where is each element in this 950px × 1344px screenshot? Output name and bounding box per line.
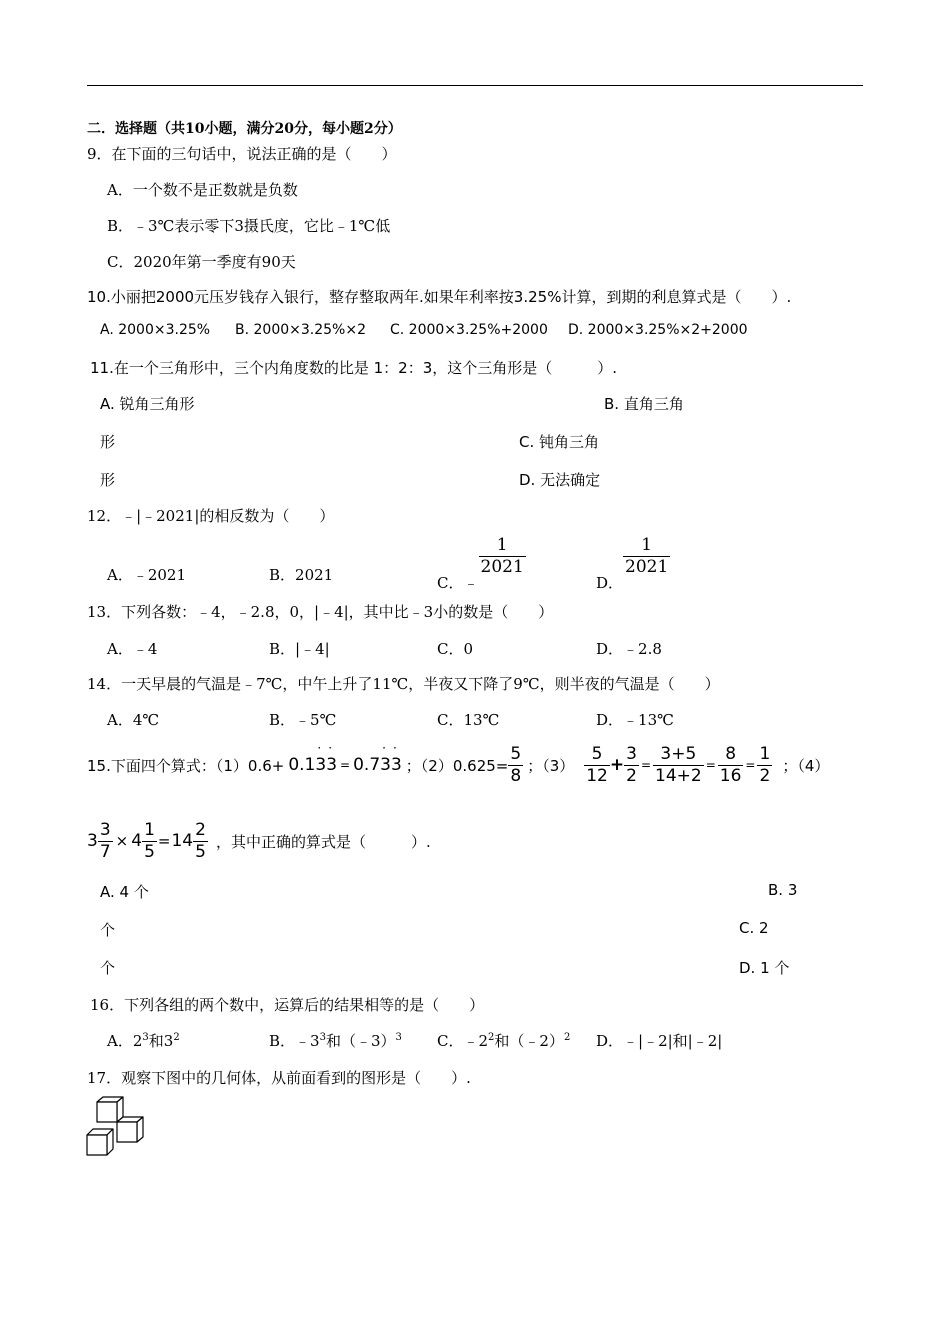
q10-option-c: C. 2000×3.25%+2000: [390, 322, 548, 338]
q11-option-a: A. 锐角三角形: [100, 395, 195, 413]
q16-a-exp2: 2: [173, 1032, 180, 1043]
question-16-stem: 16．下列各组的两个数中，运算后的结果相等的是（ ）: [90, 996, 485, 1014]
q15-e4-frac3: [193, 819, 208, 862]
q15-e4-d2: 5: [144, 841, 155, 862]
q15-sep4: ；（4）: [782, 756, 830, 775]
q12-c-sign: ﹣: [463, 573, 479, 592]
q15-e1-d: 0.7: [353, 755, 381, 775]
question-9-stem: 9．在下面的三句话中，说法正确的是（ ）: [87, 145, 397, 163]
question-15-line2: [87, 816, 431, 866]
q15-e3-d3: 14+2: [655, 765, 702, 786]
q13-option-b: B．|﹣4|: [269, 640, 330, 658]
q15-option-d: D. 1 个: [739, 959, 790, 977]
q9-option-c: C．2020年第一季度有90天: [107, 253, 296, 271]
q15-e3-eq3: =: [745, 758, 756, 772]
q15-e2-num: 5: [510, 743, 522, 764]
q15-e3-n1: 5: [584, 746, 610, 766]
q15-sep2: ；（2）0.625=: [405, 756, 509, 775]
q12-c-fraction: [479, 537, 526, 576]
q15-e1-e: · 3: [380, 755, 391, 775]
question-14-stem: 14．一天早晨的气温是﹣7℃，中午上升了11℃，半夜又下降了9℃，则半夜的气温是（ ）: [87, 675, 720, 693]
q14-option-b: B．﹣5℃: [269, 711, 337, 729]
q12-option-d: [596, 535, 670, 592]
question-12-stem: 12．﹣|﹣2021|的相反数为（ ）: [87, 507, 335, 525]
q15-e3-d5: 2: [759, 765, 771, 786]
q12-c-label: C．: [437, 573, 464, 592]
q16-b-mid: 和（﹣3）: [325, 1032, 396, 1050]
q15-e4-n2: 1: [144, 819, 155, 840]
q15-e4-eq: =: [157, 832, 171, 850]
q15-option-b-wrap: 个: [100, 921, 116, 939]
q12-d-fraction: [623, 537, 670, 576]
q15-e1-b: · 3: [315, 755, 326, 775]
q15-e1-f: · 3: [391, 755, 402, 775]
q13-option-d: D．﹣2.8: [596, 640, 662, 658]
q15-e4-times: ×: [115, 832, 129, 850]
q15-e3-n5: 1: [759, 743, 771, 764]
q15-e3-frac5: [757, 743, 772, 786]
q12-option-c: [437, 535, 526, 592]
q15-e2-den: 8: [510, 765, 522, 786]
q15-e3-d4: 16: [719, 765, 742, 786]
q13-option-a: A．﹣4: [107, 640, 158, 658]
q15-e3-d2: 2: [626, 765, 637, 786]
q11-option-b: B. 直角三角: [604, 395, 684, 413]
q15-e3-frac1: [584, 743, 610, 786]
q16-c-pre: C．﹣2: [437, 1032, 489, 1050]
q16-b-pre: B．﹣3: [269, 1032, 320, 1050]
q16-option-c: [437, 1030, 570, 1051]
q13-option-c: C．0: [437, 640, 474, 658]
q15-e3-eq1: =: [640, 758, 652, 772]
q15-expr1-right: [353, 755, 402, 775]
q15-e4-n1: 3: [99, 819, 111, 840]
q15-sep3: ；（3）: [527, 756, 575, 775]
q15-e3-plus: +: [609, 755, 625, 775]
q15-e2-fraction: [508, 743, 523, 786]
q15-tail: ，其中正确的算式是（ ）.: [215, 832, 431, 851]
q11-option-c-wrap: 形: [100, 471, 116, 489]
question-13-stem: 13．下列各数：﹣4，﹣2.8，0，|﹣4|，其中比﹣3小的数是（ ）: [87, 603, 554, 621]
q16-a-mid: 和3: [148, 1032, 174, 1050]
q16-b-exp2: 3: [395, 1032, 402, 1043]
q15-e3-eq2: =: [705, 758, 716, 772]
q15-e4-frac1: [98, 819, 113, 862]
q15-e4-d1: 7: [99, 841, 111, 862]
q15-e4-whole1: 3: [87, 831, 98, 851]
q15-e4-n3: 2: [195, 819, 206, 840]
q14-option-d: D．﹣13℃: [596, 711, 674, 729]
q15-e3-frac4: [718, 743, 744, 786]
q15-option-c: C. 2: [739, 919, 769, 937]
q15-e3-n4: 8: [718, 746, 744, 766]
question-11-stem: 11.在一个三角形中，三个内角度数的比是 1：2：3，这个三角形是（ ）.: [90, 359, 618, 377]
q10-option-a: A. 2000×3.25%: [100, 322, 211, 338]
q9-option-b: B．﹣3℃表示零下3摄氏度，它比﹣1℃低: [107, 217, 391, 235]
q15-e4-whole3: 14: [171, 831, 194, 851]
q16-a-pre: A．2: [107, 1032, 143, 1050]
q11-option-c: C. 钝角三角: [519, 433, 600, 451]
question-10-stem: 10.小丽把2000元压岁钱存入银行，整存整取两年.如果年利率按3.25%计算，到期的利息算式是（ ）.: [87, 288, 792, 306]
q16-a-exp1: 3: [142, 1032, 149, 1043]
q16-c-exp2: 2: [563, 1032, 571, 1043]
q16-b-exp1: 3: [319, 1032, 326, 1043]
q16-option-a: [107, 1030, 180, 1051]
q16-option-d: D．﹣|﹣2|和|﹣2|: [596, 1032, 723, 1050]
q12-option-b: B．2021: [269, 566, 334, 584]
q12-option-a: A．﹣2021: [107, 566, 187, 584]
q12-d-label: D．: [596, 573, 624, 592]
q15-e1-eq: =: [340, 758, 351, 772]
q15-option-b: B. 3: [768, 881, 798, 899]
q10-option-d: D. 2000×3.25%×2+2000: [568, 322, 748, 338]
q15-e1-a: 0.1: [288, 755, 316, 775]
q12-c-denominator: 2021: [480, 557, 524, 577]
q15-e4-whole2: 4: [131, 831, 143, 851]
q15-option-a: A. 4 个: [100, 883, 149, 901]
q14-option-c: C．13℃: [437, 711, 500, 729]
question-17-stem: 17．观察下图中的几何体，从前面看到的图形是（ ）.: [87, 1069, 471, 1087]
section-title: 二．选择题（共10小题，满分20分，每小题2分）: [87, 121, 402, 137]
cube-solid-figure: [85, 1095, 149, 1161]
q12-d-denominator: 2021: [625, 557, 669, 577]
q15-e4-frac2: [142, 819, 157, 862]
q15-e3-n3: 3+5: [653, 746, 704, 766]
q14-option-a: A．4℃: [107, 711, 160, 729]
q15-option-c-wrap: 个: [100, 959, 116, 977]
q15-e3-n2: 3: [626, 743, 637, 764]
q11-option-b-wrap: 形: [100, 433, 116, 451]
question-15-line1: [87, 740, 829, 790]
q15-e3-d1: 12: [586, 765, 608, 786]
q11-option-d: D. 无法确定: [519, 471, 601, 489]
q9-option-a: A．一个数不是正数就是负数: [107, 181, 298, 199]
q15-e3-frac3: [653, 743, 704, 786]
top-rule: [87, 85, 863, 86]
q12-d-numerator: 1: [623, 537, 670, 557]
q12-c-numerator: 1: [479, 537, 526, 557]
q15-intro: 15.下面四个算式：（1）0.6+: [87, 756, 285, 775]
q16-c-exp1: 2: [488, 1032, 495, 1043]
q10-option-b: B. 2000×3.25%×2: [235, 322, 366, 338]
q15-e3-frac2: [624, 743, 639, 786]
q15-e1-c: · 3: [326, 755, 337, 775]
q16-option-b: [269, 1030, 402, 1051]
q16-c-mid: 和（﹣2）: [494, 1032, 564, 1050]
q15-e4-d3: 5: [195, 841, 206, 862]
q15-expr1-left: [288, 755, 337, 775]
